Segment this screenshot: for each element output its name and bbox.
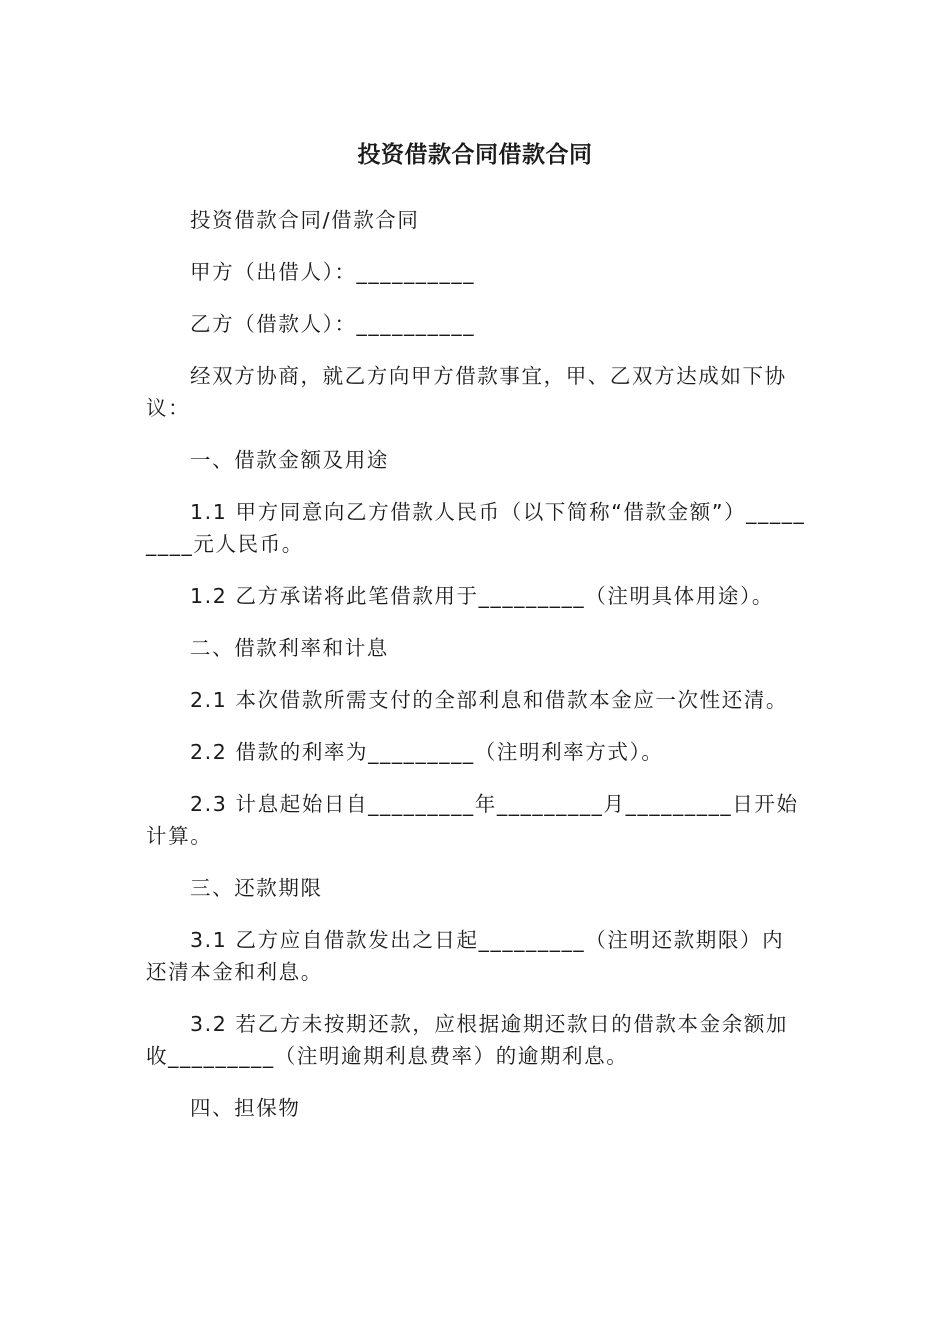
clause-3-1: 3.1 乙方应自借款发出之日起_________（注明还款期限）内还清本金和利息。 [146,928,785,984]
clause-2-3: 2.3 计息起始日自_________年_________月_________日开始计算。 [146,792,799,848]
clause-1-1: 1.1 甲方同意向乙方借款人民币（以下简称“借款金额”）_________元人民币。 [146,500,806,556]
section-heading-1: 一、借款金额及用途 [190,448,389,472]
paragraph-subtitle: 投资借款合同/借款合同 [190,208,420,232]
section-heading-3: 三、还款期限 [190,876,323,900]
paragraph-party-b: 乙方（借款人）：__________ [190,312,476,336]
section-heading-4: 四、担保物 [190,1096,301,1120]
clause-3-2: 3.2 若乙方未按期还款，应根据逾期还款日的借款本金余额加收_________（注明逾期利息费率）的逾期利息。 [146,1012,789,1068]
document-title: 投资借款合同借款合同 [357,142,593,168]
clause-2-2: 2.2 借款的利率为_________（注明利率方式）。 [190,740,664,764]
section-heading-2: 二、借款利率和计息 [190,636,389,660]
clause-2-1: 2.1 本次借款所需支付的全部利息和借款本金应一次性还清。 [190,688,789,712]
document-body [146,204,806,1144]
paragraph-preamble: 经双方协商，就乙方向甲方借款事宜，甲、乙双方达成如下协议： [146,364,787,420]
clause-1-2: 1.2 乙方承诺将此笔借款用于_________（注明具体用途）。 [190,584,774,608]
paragraph-party-a: 甲方（出借人）：__________ [190,260,476,284]
